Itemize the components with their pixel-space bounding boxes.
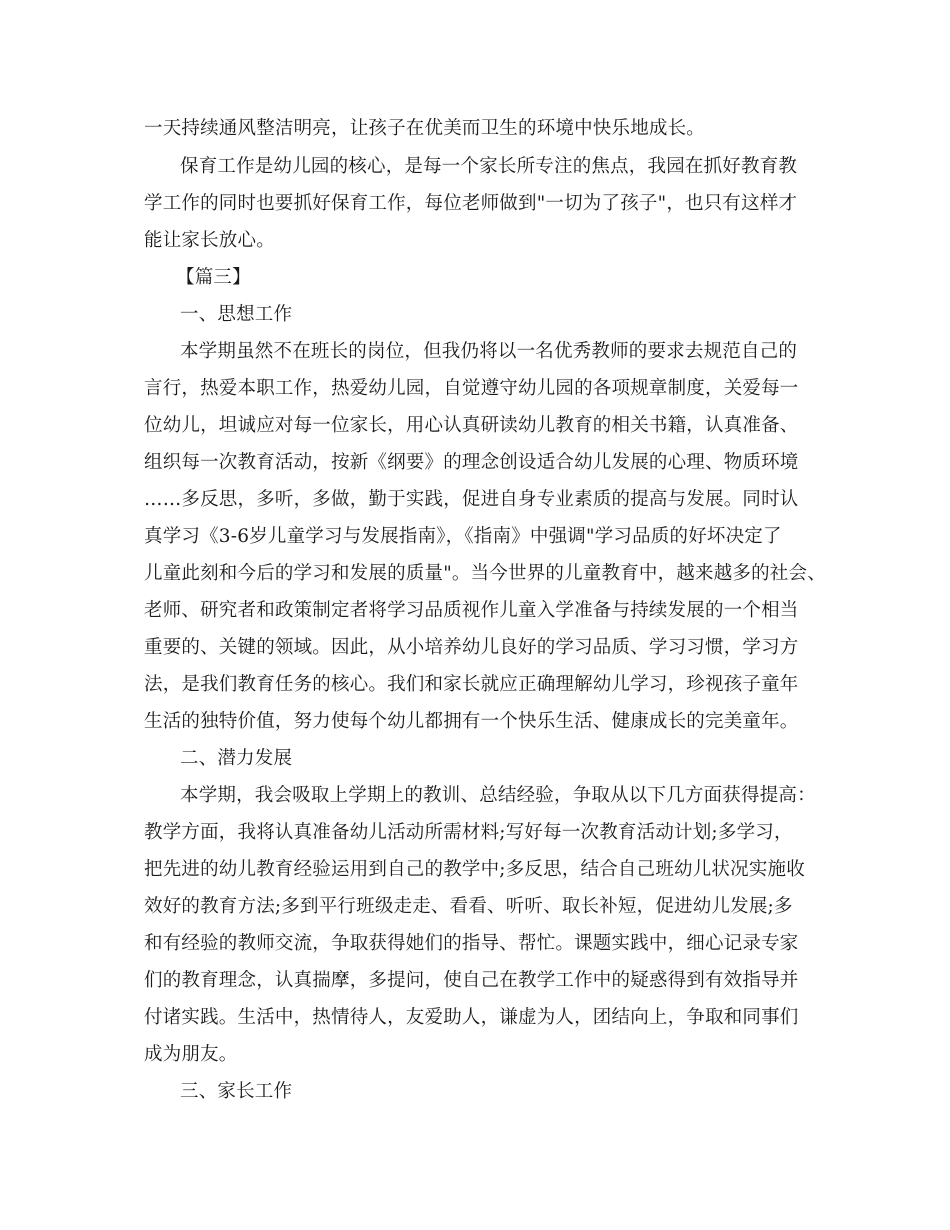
paragraph-line: 本学期虽然不在班长的岗位，但我仍将以一名优秀教师的要求去规范自己的	[180, 341, 798, 362]
paragraph-line: 把先进的幼儿教育经验运用到自己的教学中;多反思，结合自己班幼儿状况实施收	[144, 859, 805, 880]
paragraph-line: 老师、研究者和政策制定者将学习品质视作儿童入学准备与持续发展的一个相当	[144, 600, 799, 621]
paragraph-line: 教学方面，我将认真准备幼儿活动所需材料;写好每一次教育活动计划;多学习，	[144, 822, 793, 843]
paragraph-line: 效好的教育方法;多到平行班级走走、看看、听听、取长补短，促进幼儿发展;多	[144, 896, 793, 917]
paragraph-line: 能让家长放心。	[144, 230, 275, 251]
paragraph-line: 生活的独特价值，努力使每个幼儿都拥有一个快乐生活、健康成长的完美童年。	[144, 711, 799, 732]
paragraph-line: 重要的、关键的领域。因此，从小培养幼儿良好的学习品质、学习习惯，学习方	[144, 637, 799, 658]
paragraph-line: 一天持续通风整洁明亮，让孩子在优美而卫生的环境中快乐地成长。	[144, 118, 706, 139]
paragraph-line: 和有经验的教师交流，争取获得她们的指导、帮忙。课题实践中，细心记录专家	[144, 933, 799, 954]
paragraph-line: 学工作的同时也要抓好保育工作，每位老师做到"一切为了孩子"，也只有这样才	[144, 193, 798, 214]
section-heading: 三、家长工作	[180, 1081, 293, 1102]
section-heading: 一、思想工作	[180, 304, 293, 325]
section-title: 【篇三】	[176, 267, 251, 288]
paragraph-line: 法，是我们教育任务的核心。我们和家长就应正确理解幼儿学习，珍视孩子童年	[144, 674, 799, 695]
paragraph-line: 言行，热爱本职工作，热爱幼儿园，自觉遵守幼儿园的各项规章制度，关爱每一	[144, 378, 799, 399]
paragraph-line: 位幼儿，坦诚应对每一位家长，用心认真研读幼儿教育的相关书籍，认真准备、	[144, 415, 799, 436]
paragraph-line: 真学习《3-6岁儿童学习与发展指南》，《指南》中强调"学习品质的好坏决定了	[144, 526, 782, 547]
paragraph-line: 组织每一次教育活动，按新《纲要》的理念创设适合幼儿发展的心理、物质环境	[144, 452, 799, 473]
paragraph-line: 们的教育理念，认真揣摩，多提问，使自己在教学工作中的疑惑得到有效指导并	[144, 970, 799, 991]
paragraph-line: ……多反思，多听，多做，勤于实践，促进自身专业素质的提高与发展。同时认	[144, 489, 799, 510]
paragraph-line: 本学期，我会吸取上学期上的教训、总结经验，争取从以下几方面获得提高：	[180, 785, 816, 806]
paragraph-line: 儿童此刻和今后的学习和发展的质量"。当今世界的儿童教育中，越来越多的社会、	[144, 563, 826, 584]
paragraph-line: 付诸实践。生活中，热情待人，友爱助人，谦虚为人，团结向上，争取和同事们	[144, 1007, 799, 1028]
paragraph-line: 成为朋友。	[144, 1044, 238, 1065]
paragraph-line: 保育工作是幼儿园的核心，是每一个家长所专注的焦点，我园在抓好教育教	[180, 156, 798, 177]
section-heading: 二、潜力发展	[180, 748, 293, 769]
